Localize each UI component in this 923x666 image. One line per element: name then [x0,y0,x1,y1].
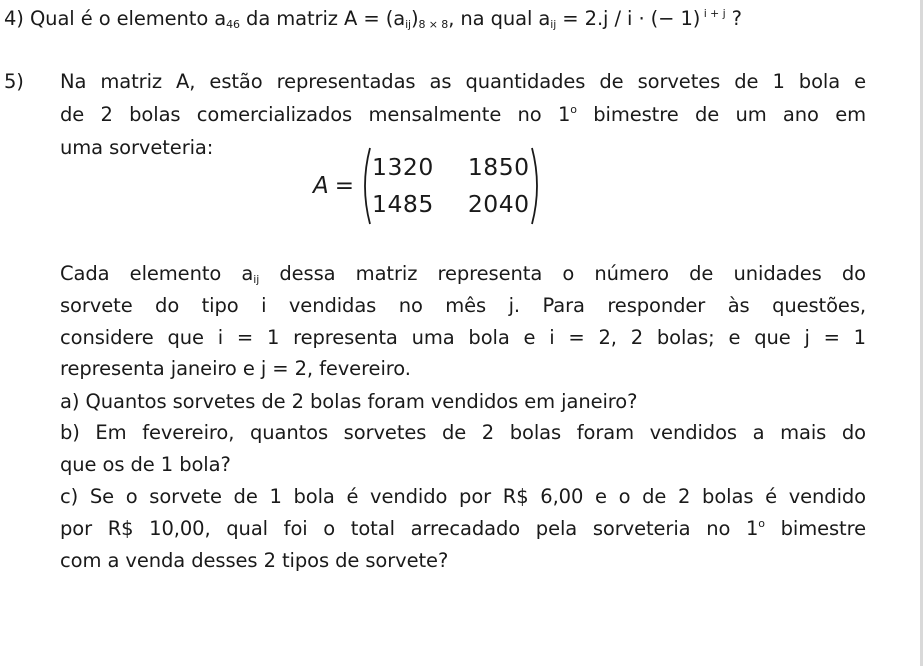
question-5-line-2a: de 2 bolas comercializados mensalmente no 1 [60,103,571,126]
question-4-sub-2: ij [405,18,411,31]
matrix-lhs: A [313,173,329,199]
matrix-a22: 2040 [467,190,530,218]
question-5-line-2 [60,102,866,128]
paragraph-line-3: considere que i = 1 representa uma bola e i = 2, 2 bolas; e que j = 1 [60,326,866,349]
question-5c-line-2a: por R$ 10,00, qual foi o total arrecadado pela sorveteria no 1 [60,517,759,540]
question-4-text-2: da matriz A = (a [239,7,406,30]
question-4 [4,6,742,32]
paragraph-line-1 [60,261,866,287]
question-5c-line-2b: bimestre [764,517,866,540]
question-4-sub-1: 46 [226,18,240,31]
question-5-line-2b: bimestre de um ano em [576,103,866,126]
question-5a: a) Quantos sorvetes de 2 bolas foram vendidos em janeiro? [60,390,638,413]
question-4-sub-3: 8 × 8 [418,18,449,31]
matrix-a [313,143,544,229]
question-5-line-2-sup: o [570,103,577,116]
paragraph-line-2: sorvete do tipo i vendidas no mês j. Para responder às questões, [60,294,866,317]
question-5c-line-1: c) Se o sorvete de 1 bola é vendido por R$ 6,00 e o de 2 bolas é vendido [60,485,866,508]
question-4-sup-1: i + j [700,7,726,20]
matrix-a11: 1320 [372,153,434,181]
matrix-grid [372,149,530,223]
matrix-a12: 1850 [467,153,530,181]
question-5b-line-1: b) Em fevereiro, quantos sorvetes de 2 bolas foram vendidos a mais do [60,421,866,444]
question-4-text-5: = 2.j / i · (− 1) [556,7,701,30]
right-paren-icon [530,146,544,226]
question-5b-line-2: que os de 1 bola? [60,453,231,476]
question-5c-line-3: com a venda desses 2 tipos de sorvete? [60,549,449,572]
question-5c-line-2 [60,516,866,542]
question-4-text-3: ) [410,7,419,30]
matrix-equals: = [334,173,355,199]
question-5-line-3: uma sorveteria: [60,136,214,159]
question-4-text-1: Qual é o elemento a [29,7,227,30]
question-4-sub-4: ij [550,18,557,31]
paragraph-line-1b: dessa matriz representa o número de unidades do [259,262,866,285]
question-4-number: 4) [4,7,24,30]
question-5-number: 5) [4,70,24,93]
paragraph-line-1a: Cada elemento a [60,262,254,285]
question-5c-line-2-sup: o [758,517,765,530]
question-5-line-1: Na matriz A, estão representadas as quantidades de sorvetes de 1 bola e [60,70,866,93]
left-paren-icon [358,146,372,226]
paragraph-line-1-sub: ij [253,273,260,286]
paragraph-line-4: representa janeiro e j = 2, fevereiro. [60,357,411,380]
question-4-text-4: , na qual a [448,7,551,30]
question-4-text-6: ? [725,7,742,30]
matrix-a21: 1485 [372,190,434,218]
